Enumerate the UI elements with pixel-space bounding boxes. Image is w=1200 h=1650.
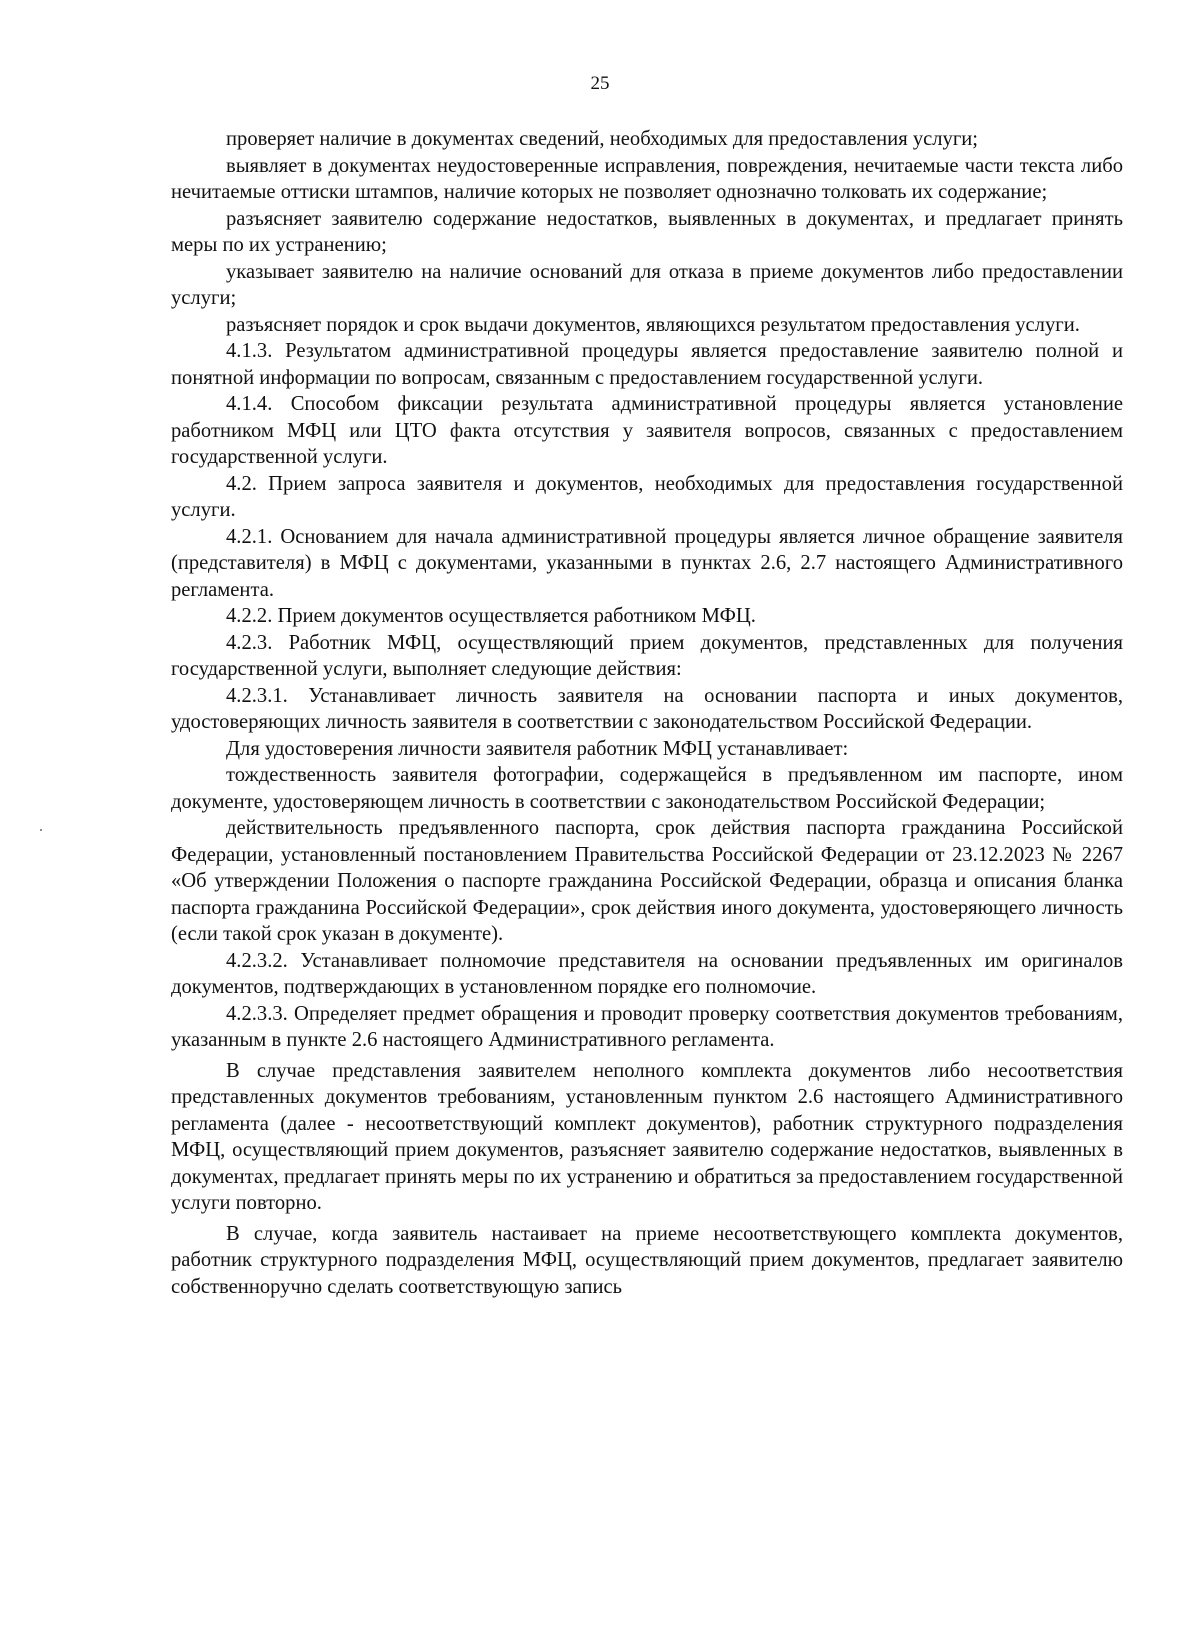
section-heading: 4.2. Прием запроса заявителя и документов, необходимых для предоставления государственной услуги. <box>171 472 1123 521</box>
paragraph: указывает заявителю на наличие оснований для отказа в приеме документов либо предоставлении услуги; <box>171 260 1123 309</box>
paragraph: проверяет наличие в документах сведений, необходимых для предоставления услуги; <box>226 128 979 150</box>
paragraph: 4.1.4. Способом фиксации результата административной процедуры является установление работником МФЦ или ЦТО факта отсутствия у заявителя вопросов, связанных с предоставлением государственной услуги. <box>171 393 1123 468</box>
paragraph: 4.2.3. Работник МФЦ, осуществляющий прием документов, представленных для получения государственной услуги, выполняет следующие действия: <box>171 631 1123 680</box>
paragraph: разъясняет порядок и срок выдачи документов, являющихся результатом предоставления услуги. <box>226 313 1080 336</box>
paragraph: 4.2.2. Прием документов осуществляется работником МФЦ. <box>226 605 756 627</box>
paragraph: В случае представления заявителем неполного комплекта документов либо несоответствия представленных документов требованиям, установленным пунктом 2.6 настоящего Административного регламента (далее - несоответствующий комплект документов), работник структурного подразделения МФЦ, осуществляющий прием документов, разъясняет заявителю содержание недостатков, выявленных в документах, предлагает принять меры по их устранению и обратиться за предоставлением государственной услуги повторно. <box>171 1059 1123 1214</box>
paragraph: выявляет в документах неудостоверенные исправления, повреждения, нечитаемые части текста либо нечитаемые оттиски штампов, наличие которых не позволяет однозначно толковать их содержание; <box>171 154 1123 203</box>
paragraph: разъясняет заявителю содержание недостатков, выявленных в документах, и предлагает принять меры по их устранению; <box>171 207 1123 256</box>
paragraph: 4.2.3.3. Определяет предмет обращения и проводит проверку соответствия документов требованиям, указанным в пункте 2.6 настоящего Административного регламента. <box>171 1002 1123 1051</box>
paragraph: Для удостоверения личности заявителя работник МФЦ устанавливает: <box>226 737 849 760</box>
paragraph: тождественность заявителя фотографии, содержащейся в предъявленном им паспорте, ином документе, удостоверяющем личность в соответствии с законодательством Российской Федерации; <box>171 764 1123 813</box>
scan-speck <box>40 829 42 831</box>
paragraph: 4.2.1. Основанием для начала административной процедуры является личное обращение заявителя (представителя) в МФЦ с документами, указанными в пунктах 2.6, 2.7 настоящего Административного регламента. <box>171 525 1123 601</box>
paragraph: 4.2.3.2. Устанавливает полномочие представителя на основании предъявленных им оригиналов документов, подтверждающих в установленном порядке его полномочие. <box>171 949 1123 998</box>
paragraph: действительность предъявленного паспорта, срок действия паспорта гражданина Российской Федерации, установленный постановлением Правительства Российской Федерации от 23.12.2023 № 2267 «Об утверждении Положения о паспорте гражданина Российской Федерации, образца и описания бланка паспорта гражданина Российской Федерации», срок действия иного документа, удостоверяющего личность (если такой срок указан в документе). <box>171 817 1123 945</box>
paragraph: 4.2.3.1. Устанавливает личность заявителя на основании паспорта и иных документов, удостоверяющих личность заявителя в соответствии с законодательством Российской Федерации. <box>171 684 1123 733</box>
paragraph: В случае, когда заявитель настаивает на приеме несоответствующего комплекта документов, работник структурного подразделения МФЦ, осуществляющий прием документов, предлагает заявителю собственноручно сделать соответствующую запись <box>171 1222 1123 1298</box>
paragraph: 4.1.3. Результатом административной процедуры является предоставление заявителю полной и понятной информации по вопросам, связанным с предоставлением государственной услуги. <box>171 340 1123 389</box>
document-body <box>171 126 1123 1300</box>
page-number: 25 <box>590 73 610 94</box>
